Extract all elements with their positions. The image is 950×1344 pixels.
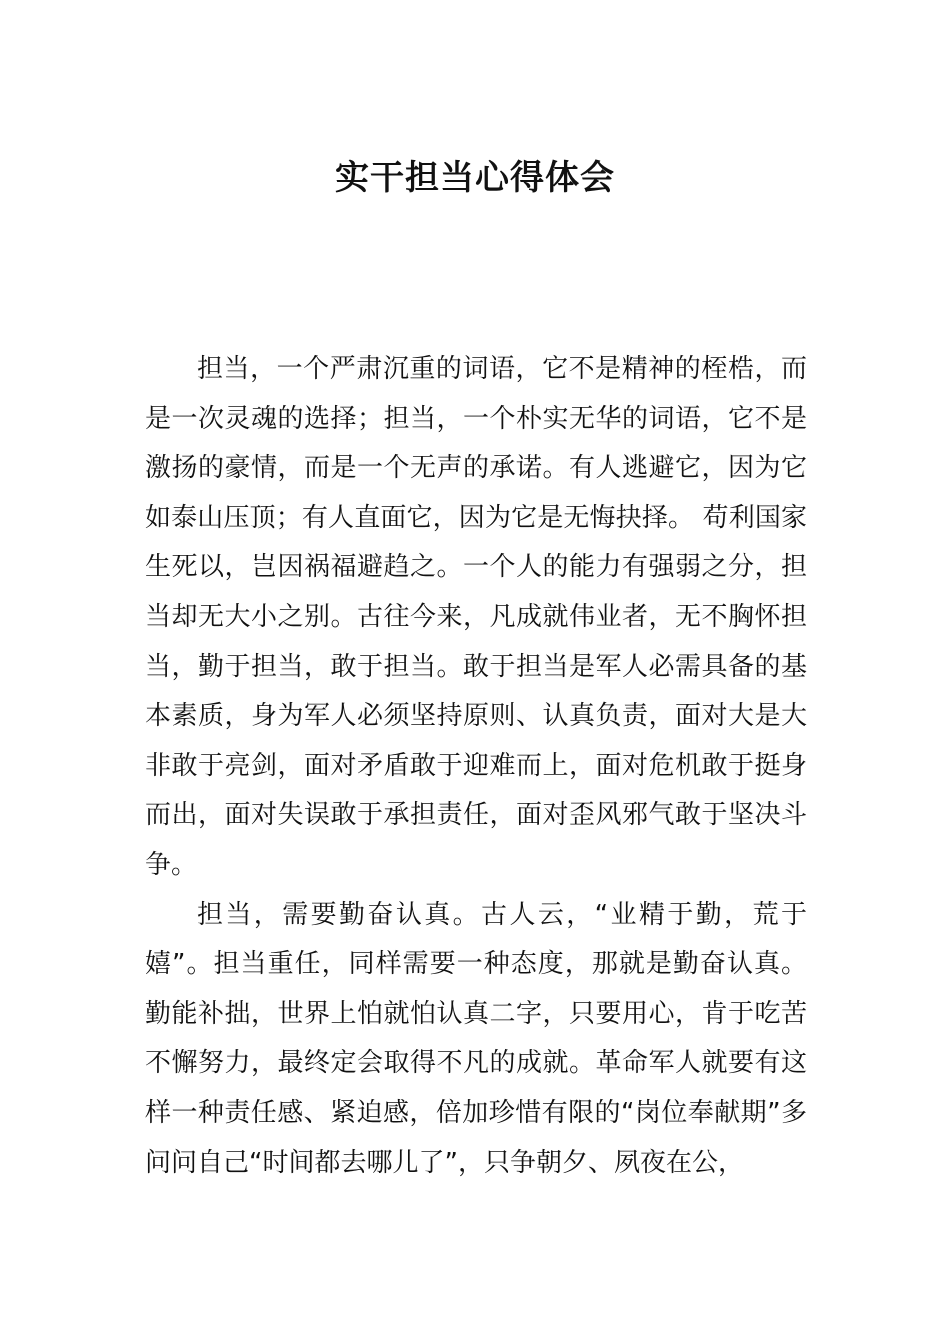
paragraph-2: 担当，需要勤奋认真。古人云，“业精于勤，荒于嬉”。担当重任，同样需要一种态度，那就是勤奋认真。勤能补拙，世界上怕就怕认真二字，只要用心，肯于吃苦不懈努力，最终定会取得不凡的成就。革命军人就要有这样一种责任感、紧迫感，倍加珍惜有限的“岗位奉献期”多问问自己“时间都去哪儿了”，只争朝夕、夙夜在公， — [145, 899, 807, 1178]
document-title: 实干担当心得体会 — [335, 158, 615, 198]
document-body — [145, 345, 807, 1188]
paragraph-1: 担当，一个严肃沉重的词语，它不是精神的桎梏，而是一次灵魂的选择；担当，一个朴实无华的词语，它不是激扬的豪情，而是一个无声的承诺。有人逃避它，因为它如泰山压顶；有人直面它，因为它是无悔抉择。 苟利国家生死以，岂因祸福避趋之。一个人的能力有强弱之分，担当却无大小之别。古往今来，凡成就伟业者，无不胸怀担当，勤于担当，敢于担当。敢于担当是军人必需具备的基本素质，身为军人必须坚持原则、认真负责，面对大是大非敢于亮剑，面对矛盾敢于迎难而上，面对危机敢于挺身而出，面对失误敢于承担责任，面对歪风邪气敢于坚决斗争。 — [145, 354, 807, 880]
